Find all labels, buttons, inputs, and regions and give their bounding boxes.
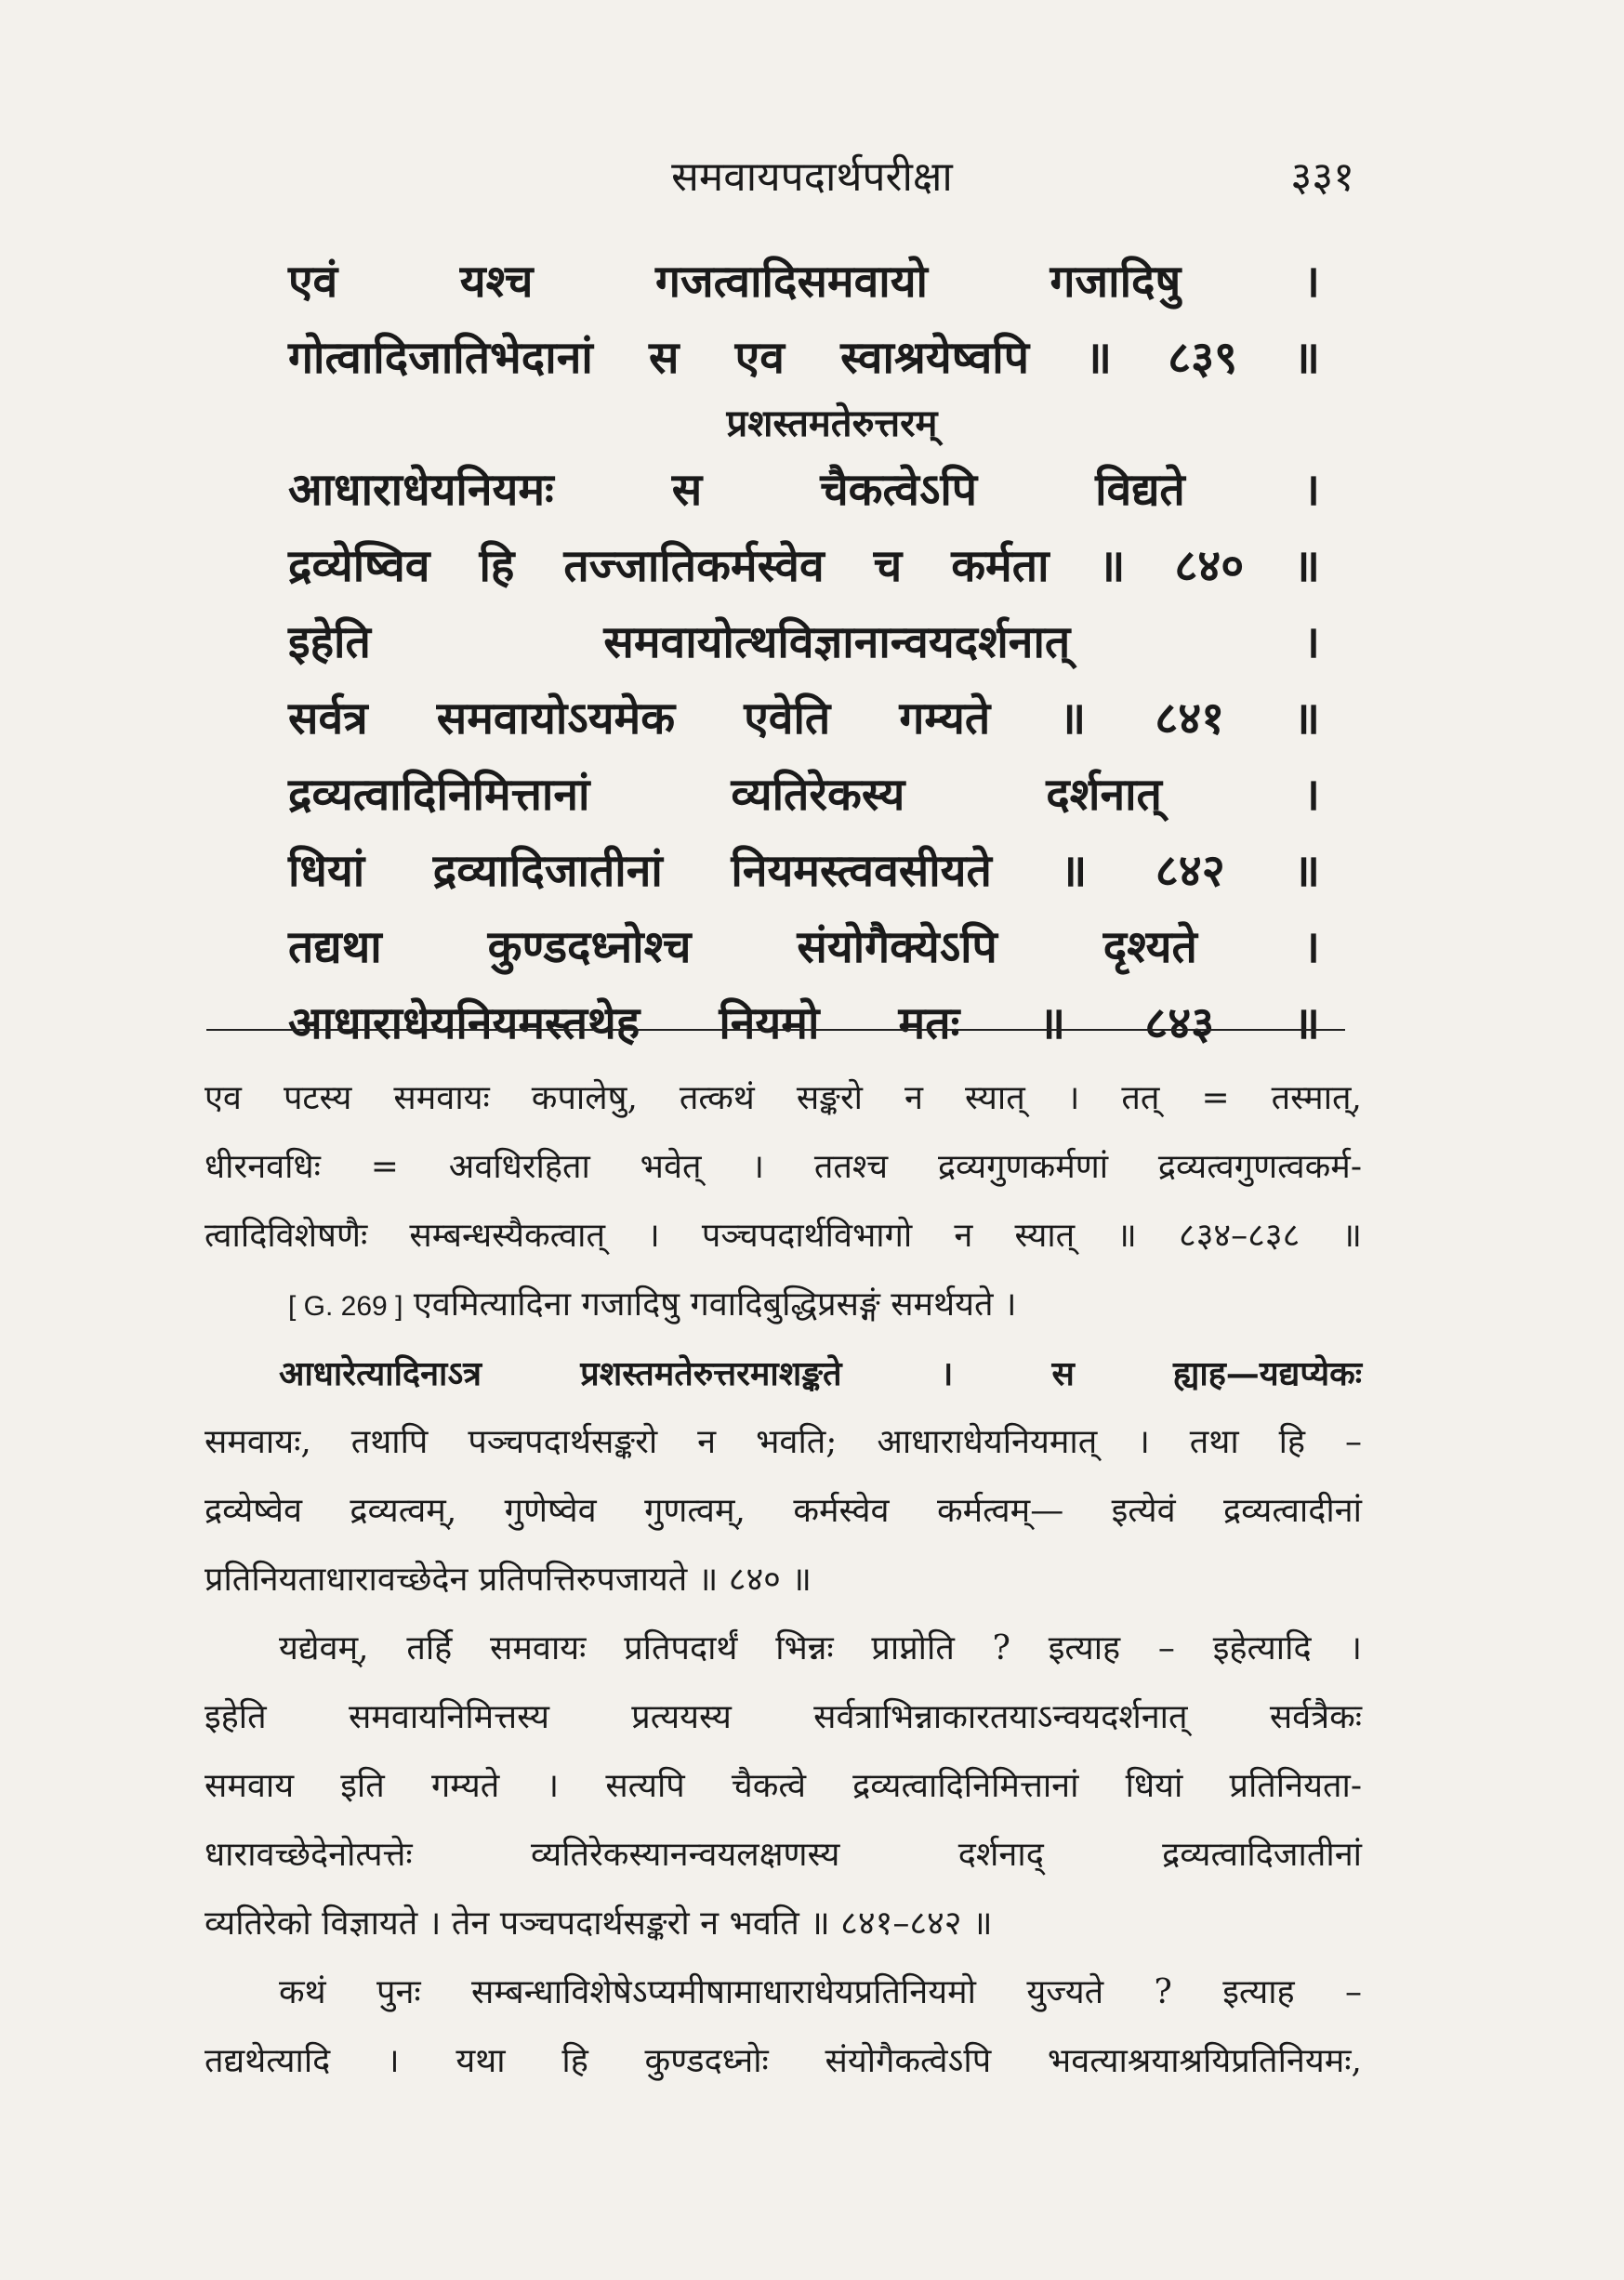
verse-line: एवं यश्च गजत्वादिसमवायो गजादिषु ।: [288, 256, 1320, 308]
verse-line: गोत्वादिजातिभेदानां स एव स्वाश्रयेष्वपि ॥ ८३९ ॥: [288, 332, 1320, 384]
commentary-line: समवायः, तथापि पञ्चपदार्थसङ्करो न भवति; आधाराधेयनियमात् । तथा हि –: [205, 1423, 1362, 1461]
commentary-line: तद्यथेत्यादि । यथा हि कुण्डदध्नोः संयोगैकत्वेऽपि भवत्याश्रयाश्रयिप्रतिनियमः,: [205, 2042, 1362, 2080]
verse-line: आधाराधेयनियमः स चैकत्वेऽपि विद्यते ।: [288, 464, 1320, 516]
commentary-line: त्वादिविशेषणैः सम्बन्धस्यैकत्वात् । पञ्चपदार्थविभागो न स्यात् ॥ ८३४–८३८ ॥: [205, 1217, 1362, 1255]
verse-block: [288, 244, 1320, 1061]
commentary-line: यद्येवम्, तर्हि समवायः प्रतिपदार्थं भिन्नः प्राप्नोति ? इत्याह – इहेत्यादि ।: [279, 1629, 1362, 1667]
g-reference: [ G. 269 ]: [288, 1291, 403, 1322]
verse-line: सर्वत्र समवायोऽयमेक एवेति गम्यते ॥ ८४१ ॥: [288, 692, 1320, 745]
verse-line: इहेति समवायोत्थविज्ञानान्वयदर्शनात् ।: [288, 616, 1320, 668]
commentary-line: [205, 1271, 1362, 1339]
verse-line: तद्यथा कुण्डदध्नोश्च संयोगैक्येऽपि दृश्यते ।: [288, 921, 1320, 973]
commentary-line: द्रव्येष्वेव द्रव्यत्वम्, गुणेष्वेव गुणत्वम्, कर्मस्वेव कर्मत्वम्— इत्येवं द्रव्यत्वादीनां: [205, 1492, 1362, 1530]
commentary-line: व्यतिरेको विज्ञायते । तेन पञ्चपदार्थसङ्करो न भवति ॥ ८४१–८४२ ॥: [205, 1904, 993, 1943]
verse-line: द्रव्यत्वादिनिमित्तानां व्यतिरेकस्य दर्शनात् ।: [288, 769, 1320, 821]
commentary-block: [205, 1064, 1362, 2096]
commentary-line: धीरनवधिः = अवधिरहिता भवेत् । ततश्च द्रव्यगुणकर्मणां द्रव्यत्वगुणत्वकर्म-: [205, 1148, 1362, 1186]
page-number: ३३१: [1290, 153, 1354, 201]
section-divider: [206, 1029, 1345, 1031]
running-head: समवायपदार्थपरीक्षा: [671, 153, 953, 201]
commentary-line: समवाय इति गम्यते । सत्यपि चैकत्वे द्रव्यत्वादिनिमित्तानां धियां प्रतिनियता-: [205, 1767, 1362, 1805]
commentary-line: आधारेत्यादिनाऽत्र प्रशस्तमतेरुत्तरमाशङ्कते । स ह्याह—यद्यप्येकः: [279, 1354, 1362, 1393]
commentary-line: इहेति समवायनिमित्तस्य प्रत्ययस्य सर्वत्राभिन्नाकारतयाऽन्वयदर्शनात् सर्वत्रैकः: [205, 1698, 1362, 1736]
commentary-line: धारावच्छेदेनोत्पत्तेः व्यतिरेकस्यानन्वयलक्षणस्य दर्शनाद् द्रव्यत्वादिजातीनां: [205, 1836, 1362, 1874]
commentary-line: प्रतिनियताधारावच्छेदेन प्रतिपत्तिरुपजायते ॥ ८४० ॥: [205, 1561, 812, 1599]
page-header: [0, 139, 1624, 204]
verse-line: आधाराधेयनियमस्तथेह नियमो मतः ॥ ८४३ ॥: [288, 997, 1320, 1049]
commentary-line: एव पटस्य समवायः कपालेषु, तत्कथं सङ्करो न स्यात् । तत् = तस्मात्,: [205, 1079, 1362, 1117]
verse-line: द्रव्येष्विव हि तज्जातिकर्मस्वेव च कर्मता ॥ ८४० ॥: [288, 540, 1320, 592]
commentary-line: कथं पुनः सम्बन्धाविशेषेऽप्यमीषामाधाराधेयप्रतिनियमो युज्यते ? इत्याह –: [279, 1973, 1362, 2011]
verse-section-heading: प्रशस्तमतेरुत्तरम्: [726, 402, 938, 445]
commentary-text: एवमित्यादिना गजादिषु गवादिबुद्धिप्रसङ्गं समर्थयते ।: [413, 1285, 1017, 1324]
verse-line: धियां द्रव्यादिजातीनां नियमस्त्ववसीयते ॥ ८४२ ॥: [288, 845, 1320, 897]
